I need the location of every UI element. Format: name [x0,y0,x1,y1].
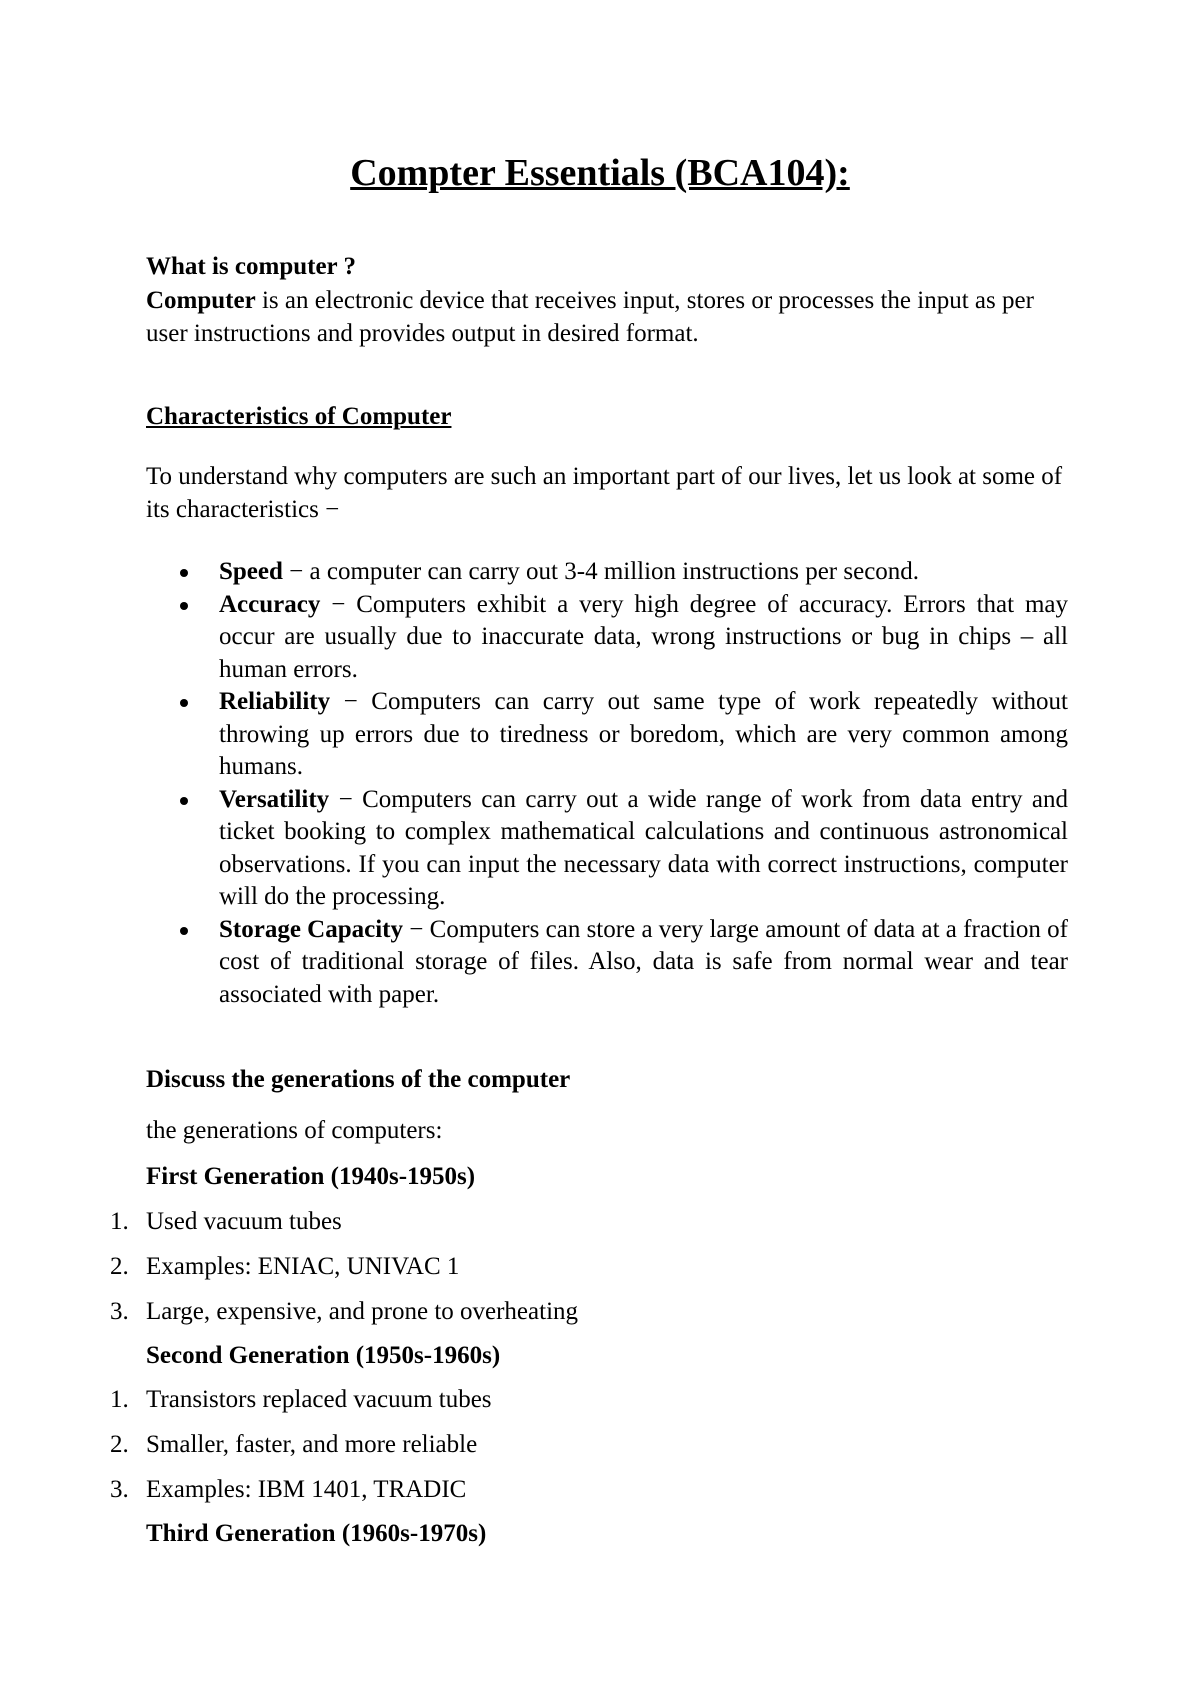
list-item [0,1205,1200,1250]
characteristic-text: − Computers can carry out a wide range of work from data entry and ticket booking to complex mathematical calculations and continuous astronomical observations. If you can input the necessary data with correct instructions, computer will do the processing. [219,785,1068,910]
generations-intro: the generations of computers: [146,1117,443,1144]
list-item [0,1250,1200,1295]
generation-list-first [0,1205,1200,1340]
list-item-text: Large, expensive, and prone to overheating [146,1298,579,1325]
generation-list-second [0,1383,1200,1518]
definition-term: Computer [146,287,256,314]
bullet-icon [180,569,188,577]
list-number: 1. [110,1386,129,1413]
list-item-text: Examples: ENIAC, UNIVAC 1 [146,1253,460,1280]
characteristic-item [146,686,1068,784]
characteristic-text: − a computer can carry out 3-4 million instructions per second. [282,558,920,585]
characteristics-list [146,556,1068,1011]
characteristic-item [146,589,1068,687]
characteristic-item [146,556,1068,589]
list-item [0,1383,1200,1428]
list-number: 1. [110,1208,129,1235]
list-number: 3. [110,1298,129,1325]
characteristic-term: Accuracy [219,590,321,618]
list-item [0,1428,1200,1473]
bullet-icon [180,927,188,935]
generation-title-third: Third Generation (1960s-1970s) [146,1520,487,1547]
list-item-text: Used vacuum tubes [146,1208,342,1235]
characteristic-item [146,914,1068,1012]
list-item [0,1473,1200,1518]
characteristic-term: Reliability [219,688,331,715]
characteristics-intro: To understand why computers are such an important part of our lives, let us look at some of its characteristics − [146,463,1063,523]
document-title: Compter Essentials (BCA104): [350,152,850,194]
question-heading: What is computer ? [146,253,356,280]
characteristic-text: − Computers can carry out same type of work repeatedly without throwing up errors due to tiredness or boredom, which are very common among humans. [219,688,1068,780]
list-number: 2. [110,1431,129,1458]
definition-text: is an electronic device that receives input, stores or processes the input as per user instructions and provides output in desired format. [146,287,1034,347]
list-item [0,1295,1200,1340]
bullet-icon [180,602,188,610]
list-number: 2. [110,1253,129,1280]
characteristic-term: Versatility [219,785,330,813]
bullet-icon [180,797,188,805]
generation-title-first: First Generation (1940s-1950s) [146,1163,476,1190]
characteristic-term: Speed [219,558,283,585]
list-number: 3. [110,1476,129,1503]
list-item-text: Examples: IBM 1401, TRADIC [146,1476,467,1503]
list-item-text: Transistors replaced vacuum tubes [146,1386,492,1413]
generations-heading: Discuss the generations of the computer [146,1066,571,1093]
characteristic-item [146,784,1068,914]
characteristic-term: Storage Capacity [219,915,404,943]
definition-paragraph [146,284,1066,350]
list-item-text: Smaller, faster, and more reliable [146,1431,478,1458]
characteristic-text: − Computers exhibit a very high degree of accuracy. Errors that may occur are usually due to inaccurate data, wrong instructions or bug in chips – all human errors. [219,590,1068,683]
characteristic-text: − Computers can store a very large amount of data at a fraction of cost of traditional storage of files. Also, data is safe from normal wear and tear associated with paper. [219,915,1068,1008]
characteristics-heading: Characteristics of Computer [146,403,452,430]
generation-title-second: Second Generation (1950s-1960s) [146,1342,501,1369]
bullet-icon [180,699,188,707]
